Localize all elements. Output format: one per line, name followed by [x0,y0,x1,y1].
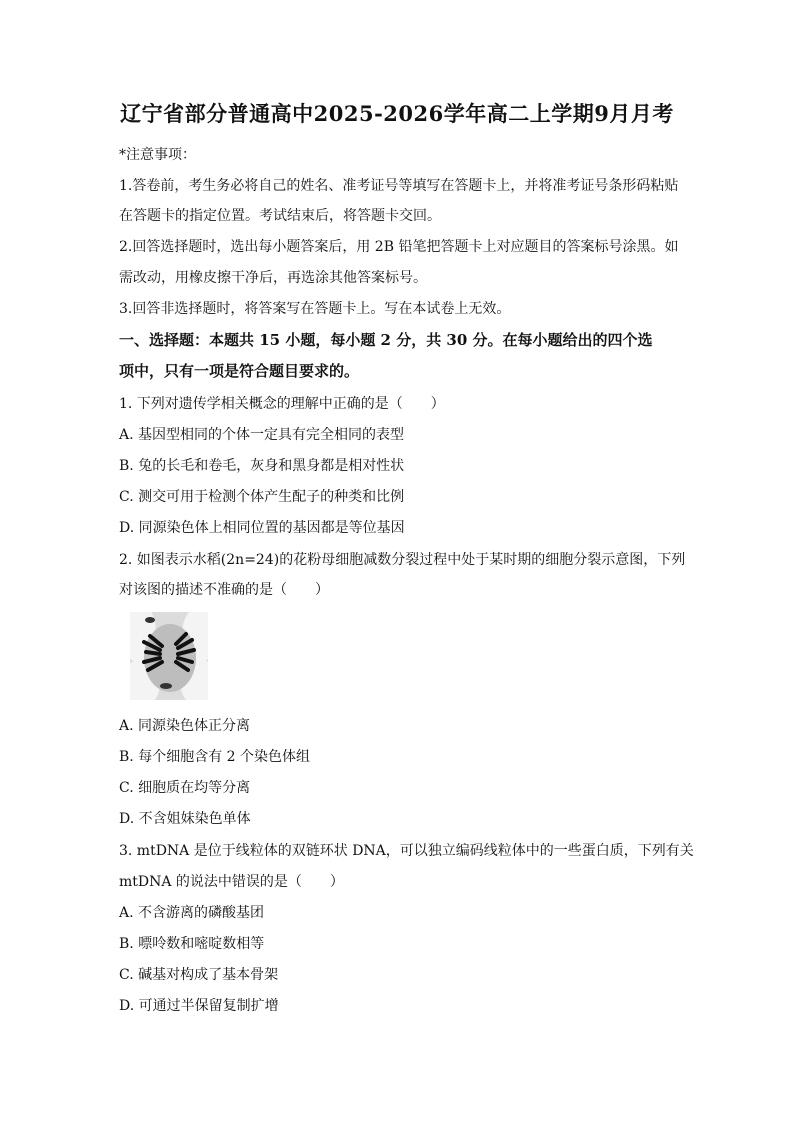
q2-option-d: D. 不含姐妹染色单体 [119,811,251,827]
q1-option-c: C. 测交可用于检测个体产生配子的种类和比例 [119,489,405,505]
cell-division-micrograph [130,612,208,700]
notice-line: 需改动，用橡皮擦干净后，再选涂其他答案标号。 [119,270,427,286]
notice-line: 3.回答非选择题时，将答案写在答题卡上。写在本试卷上无效。 [119,301,511,317]
q2-stem: 2. 如图表示水稻(2n=24)的花粉母细胞减数分裂过程中处于某时期的细胞分裂示意图，下列 [119,552,686,568]
q2-stem: 对该图的描述不准确的是（ ） [119,582,329,598]
q1-option-d: D. 同源染色体上相同位置的基因都是等位基因 [119,520,405,536]
q2-option-a: A. 同源染色体正分离 [119,718,251,734]
q3-stem: mtDNA 的说法中错误的是（ ） [119,874,344,890]
section-heading: 项中，只有一项是符合题目要求的。 [119,362,360,380]
notice-line: 在答题卡的指定位置。考试结束后，将答题卡交回。 [119,208,441,224]
q3-option-d: D. 可通过半保留复制扩增 [119,998,279,1014]
q1-option-a: A. 基因型相同的个体一定具有完全相同的表型 [119,427,405,443]
q3-option-b: B. 嘌呤数和嘧啶数相等 [119,936,265,952]
q2-option-c: C. 细胞质在均等分离 [119,780,251,796]
q3-option-a: A. 不含游离的磷酸基团 [119,905,265,921]
q1-option-b: B. 兔的长毛和卷毛，灰身和黑身都是相对性状 [119,458,405,474]
notice-line: 1.答卷前，考生务必将自己的姓名、准考证号等填写在答题卡上，并将准考证号条形码粘贴 [119,178,679,194]
micrograph-image [130,612,208,700]
q3-stem: 3. mtDNA 是位于线粒体的双链环状 DNA，可以独立编码线粒体中的一些蛋白质，下列有关 [119,843,694,859]
section-heading: 一、选择题：本题共 15 小题，每小题 2 分，共 30 分。在每小题给出的四个选 [119,331,653,349]
q2-option-b: B. 每个细胞含有 2 个染色体组 [119,749,310,765]
notice-header: *注意事项： [119,147,196,163]
q1-stem: 1. 下列对遗传学相关概念的理解中正确的是（ ） [119,396,445,412]
exam-title: 辽宁省部分普通高中2025-2026学年高二上学期9月月考 [120,101,674,126]
notice-line: 2.回答选择题时，选出每小题答案后，用 2B 铅笔把答题卡上对应题目的答案标号涂黑。如 [119,239,679,255]
q3-option-c: C. 碱基对构成了基本骨架 [119,967,279,983]
